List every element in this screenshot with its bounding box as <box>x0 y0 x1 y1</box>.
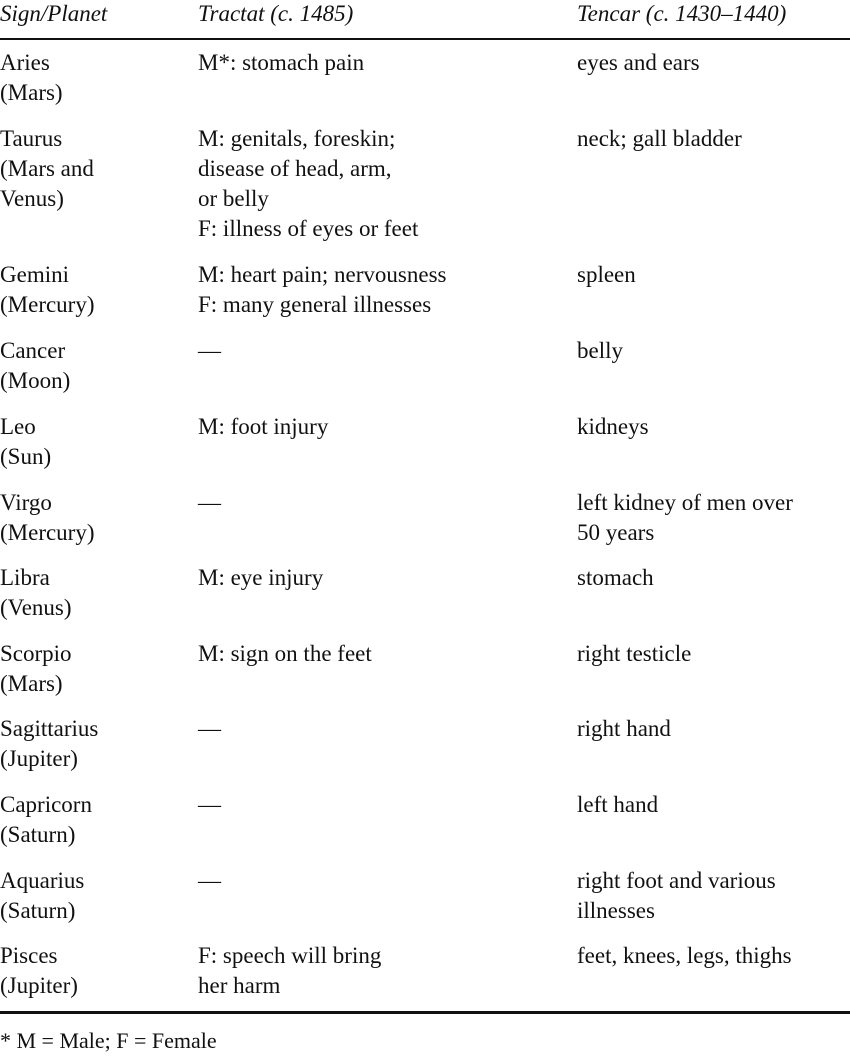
cell-line: Taurus <box>0 126 63 151</box>
cell-line: Leo <box>0 414 36 439</box>
header-tractat: Tractat (c. 1485) <box>198 1 354 26</box>
cell-line: feet, knees, legs, thighs <box>577 943 792 968</box>
cell-tractat <box>198 412 328 442</box>
table-footnote: * M = Male; F = Female <box>0 1028 217 1053</box>
cell-line: right testicle <box>577 641 692 666</box>
cell-tencar <box>577 260 636 290</box>
cell-tencar <box>577 412 649 442</box>
cell-line: — <box>198 868 221 893</box>
cell-sign-planet <box>0 866 84 926</box>
cell-tractat <box>198 866 221 896</box>
cell-tractat <box>198 488 221 518</box>
cell-line: — <box>198 338 221 363</box>
cell-line: (Saturn) <box>0 898 76 923</box>
cell-sign-planet <box>0 336 70 396</box>
cell-line: (Saturn) <box>0 822 76 847</box>
cell-line: — <box>198 490 221 515</box>
cell-tractat <box>198 563 323 593</box>
cell-line: 50 years <box>577 520 655 545</box>
cell-line: (Jupiter) <box>0 746 78 771</box>
cell-sign-planet <box>0 790 92 850</box>
cell-line: Aquarius <box>0 868 85 893</box>
cell-line: F: illness of eyes or feet <box>198 216 419 241</box>
cell-line: (Moon) <box>0 368 71 393</box>
cell-line: M: eye injury <box>198 565 324 590</box>
cell-tencar <box>577 714 671 744</box>
cell-sign-planet <box>0 563 72 623</box>
cell-sign-planet <box>0 124 94 214</box>
cell-line: disease of head, arm, <box>198 156 392 181</box>
cell-tractat <box>198 48 364 78</box>
cell-tencar <box>577 124 742 154</box>
cell-tencar <box>577 488 793 548</box>
cell-line: Sagittarius <box>0 716 99 741</box>
header-sign-planet: Sign/Planet <box>0 1 108 26</box>
cell-line: illnesses <box>577 898 655 923</box>
cell-line: M: heart pain; nervousness <box>198 262 447 287</box>
cell-tencar <box>577 336 623 366</box>
cell-sign-planet <box>0 941 78 1001</box>
cell-tractat <box>198 124 418 244</box>
cell-line: belly <box>577 338 623 363</box>
cell-tencar <box>577 48 700 78</box>
cell-line: Gemini <box>0 262 69 287</box>
cell-sign-planet <box>0 412 51 472</box>
cell-line: or belly <box>198 186 269 211</box>
table-top-rule <box>0 38 850 40</box>
cell-line: Capricorn <box>0 792 92 817</box>
cell-line: Venus) <box>0 186 64 211</box>
cell-tencar <box>577 866 776 926</box>
cell-sign-planet <box>0 260 95 320</box>
cell-tencar <box>577 639 691 669</box>
cell-tractat <box>198 336 221 366</box>
cell-line: Pisces <box>0 943 58 968</box>
cell-sign-planet <box>0 48 63 108</box>
cell-line: M*: stomach pain <box>198 50 365 75</box>
cell-line: M: foot injury <box>198 414 329 439</box>
cell-line: Aries <box>0 50 50 75</box>
cell-line: right hand <box>577 716 671 741</box>
cell-line: Libra <box>0 565 50 590</box>
cell-line: M: sign on the feet <box>198 641 372 666</box>
cell-sign-planet <box>0 714 98 774</box>
cell-line: F: speech will bring <box>198 943 382 968</box>
cell-line: Cancer <box>0 338 66 363</box>
cell-line: kidneys <box>577 414 649 439</box>
cell-line: (Venus) <box>0 595 72 620</box>
cell-line: right foot and various <box>577 868 776 893</box>
cell-tractat <box>198 941 381 1001</box>
cell-line: (Sun) <box>0 444 52 469</box>
cell-sign-planet <box>0 639 72 699</box>
cell-line: left hand <box>577 792 659 817</box>
cell-tractat <box>198 260 446 320</box>
cell-line: (Jupiter) <box>0 973 78 998</box>
cell-line: eyes and ears <box>577 50 700 75</box>
cell-line: (Mars and <box>0 156 94 181</box>
cell-line: M: genitals, foreskin; <box>198 126 396 151</box>
cell-line: spleen <box>577 262 636 287</box>
cell-line: (Mars) <box>0 80 63 105</box>
cell-line: — <box>198 716 221 741</box>
cell-tencar <box>577 790 658 820</box>
cell-line: neck; gall bladder <box>577 126 742 151</box>
cell-line: (Mars) <box>0 671 63 696</box>
table-bottom-rule <box>0 1011 850 1014</box>
cell-line: F: many general illnesses <box>198 292 432 317</box>
cell-tencar <box>577 941 792 971</box>
cell-tractat <box>198 714 221 744</box>
cell-line: (Mercury) <box>0 520 95 545</box>
cell-line: stomach <box>577 565 654 590</box>
header-tencar: Tencar (c. 1430–1440) <box>577 1 787 26</box>
table-header <box>0 0 850 38</box>
cell-line: left kidney of men over <box>577 490 793 515</box>
cell-line: Virgo <box>0 490 52 515</box>
cell-tractat <box>198 790 221 820</box>
cell-line: Scorpio <box>0 641 72 666</box>
cell-sign-planet <box>0 488 95 548</box>
cell-line: her harm <box>198 973 281 998</box>
cell-tencar <box>577 563 654 593</box>
cell-tractat <box>198 639 372 669</box>
cell-line: (Mercury) <box>0 292 95 317</box>
cell-line: — <box>198 792 221 817</box>
